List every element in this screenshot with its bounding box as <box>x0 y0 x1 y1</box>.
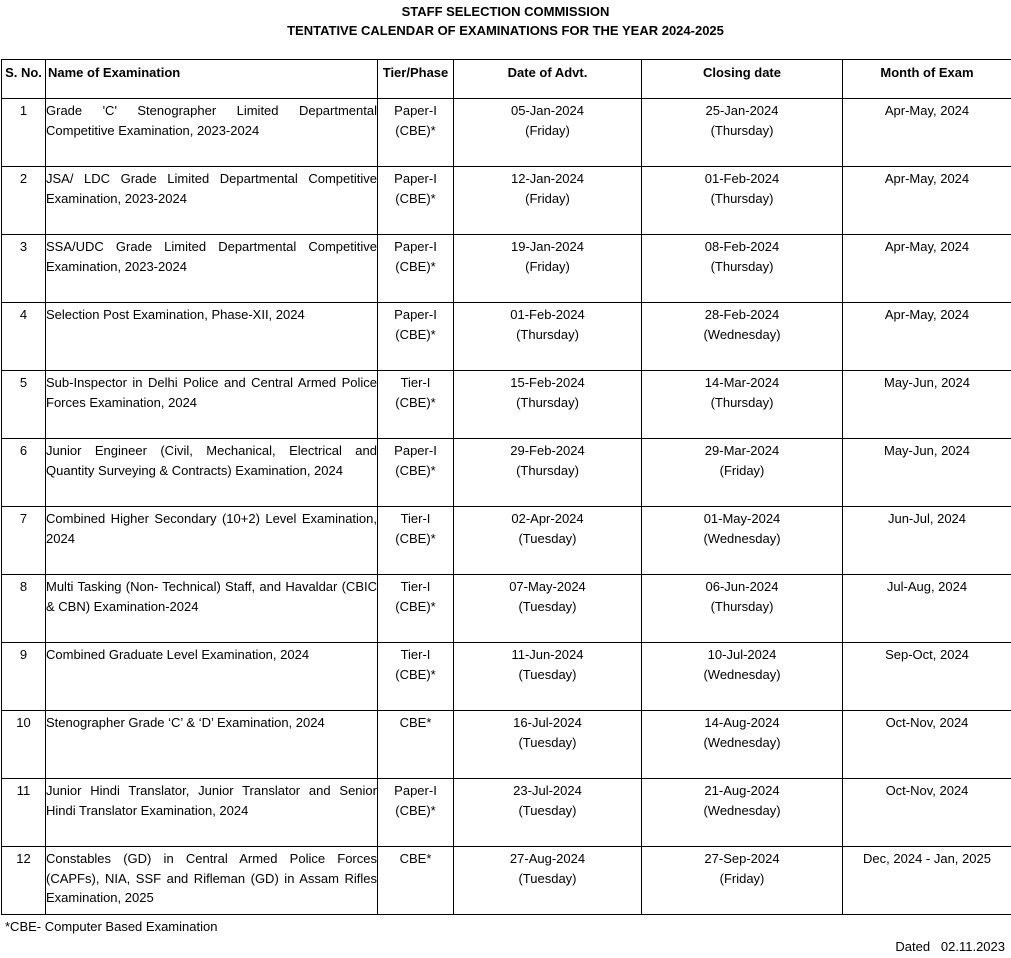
advt-day: (Tuesday) <box>518 666 577 682</box>
cell-advt-date <box>454 371 642 439</box>
table-row <box>2 439 1011 507</box>
exam-calendar-table <box>1 59 1011 915</box>
closing-day: (Wednesday) <box>703 802 781 818</box>
advt-day: (Thursday) <box>516 394 579 410</box>
tier-line-1: Tier-I <box>400 579 431 594</box>
cell-advt-date <box>454 439 642 507</box>
cell-sno: 8 <box>2 575 46 643</box>
tier-line-2: (CBE)* <box>395 394 436 410</box>
cell-closing-date <box>642 439 843 507</box>
advt-day: (Friday) <box>525 122 570 138</box>
cell-closing-date <box>642 235 843 303</box>
advt-date: 23-Jul-2024 <box>513 783 582 798</box>
closing-date: 28-Feb-2024 <box>704 307 780 322</box>
table-row <box>2 847 1011 915</box>
advt-date: 27-Aug-2024 <box>509 851 586 866</box>
cell-exam-name: Constables (GD) in Central Armed Police Forces (CAPFs), NIA, SSF and Rifleman (GD) in Assam Rifles Examination, 2025 <box>46 847 378 915</box>
cell-tier <box>378 711 454 779</box>
cell-closing-date <box>642 167 843 235</box>
closing-day: (Wednesday) <box>703 530 781 546</box>
cell-advt-date <box>454 847 642 915</box>
cell-exam-name: JSA/ LDC Grade Limited Departmental Competitive Examination, 2023-2024 <box>46 167 378 235</box>
advt-day: (Tuesday) <box>518 734 577 750</box>
tier-line-1: Paper-I <box>394 307 437 322</box>
cell-tier <box>378 167 454 235</box>
table-row <box>2 99 1011 167</box>
tier-line-1: Paper-I <box>394 783 437 798</box>
column-header-month: Month of Exam <box>843 60 1011 99</box>
cell-closing-date <box>642 847 843 915</box>
cell-advt-date <box>454 643 642 711</box>
cell-tier <box>378 303 454 371</box>
table-header-row <box>2 60 1011 99</box>
cell-tier <box>378 779 454 847</box>
table-row <box>2 167 1011 235</box>
advt-day: (Tuesday) <box>518 598 577 614</box>
cell-exam-name: Sub-Inspector in Delhi Police and Central Armed Police Forces Examination, 2024 <box>46 371 378 439</box>
cell-closing-date <box>642 507 843 575</box>
column-header-tier: Tier/Phase <box>378 60 454 99</box>
cell-exam-month: Apr-May, 2024 <box>843 303 1011 371</box>
cell-sno: 10 <box>2 711 46 779</box>
tier-line-2: (CBE)* <box>395 326 436 342</box>
advt-date: 19-Jan-2024 <box>511 239 584 254</box>
cell-sno: 4 <box>2 303 46 371</box>
advt-date: 05-Jan-2024 <box>511 103 584 118</box>
cell-sno: 6 <box>2 439 46 507</box>
closing-date: 14-Mar-2024 <box>704 375 780 390</box>
closing-day: (Thursday) <box>710 258 774 274</box>
closing-date: 01-Feb-2024 <box>704 171 780 186</box>
cell-sno: 11 <box>2 779 46 847</box>
cell-tier <box>378 507 454 575</box>
cell-tier <box>378 235 454 303</box>
closing-date: 14-Aug-2024 <box>704 715 780 730</box>
cell-exam-month: Jun-Jul, 2024 <box>843 507 1011 575</box>
table-row <box>2 779 1011 847</box>
tier-line-1: CBE* <box>399 851 432 866</box>
column-header-name: Name of Examination <box>46 60 378 99</box>
column-header-sno: S. No. <box>2 60 46 99</box>
cell-sno: 9 <box>2 643 46 711</box>
closing-day: (Thursday) <box>710 394 774 410</box>
closing-date: 27-Sep-2024 <box>704 851 780 866</box>
cell-exam-month: Oct-Nov, 2024 <box>843 779 1011 847</box>
footnote: *CBE- Computer Based Examination <box>5 919 218 934</box>
advt-date: 11-Jun-2024 <box>511 647 584 662</box>
tier-line-2: (CBE)* <box>395 802 436 818</box>
tier-line-2: (CBE)* <box>395 462 436 478</box>
closing-date: 29-Mar-2024 <box>704 443 780 458</box>
advt-date: 01-Feb-2024 <box>510 307 585 322</box>
advt-day: (Tuesday) <box>518 530 577 546</box>
tier-line-1: Paper-I <box>394 239 437 254</box>
advt-day: (Tuesday) <box>518 870 577 886</box>
advt-day: (Friday) <box>525 258 570 274</box>
cell-sno: 7 <box>2 507 46 575</box>
closing-date: 10-Jul-2024 <box>707 647 777 662</box>
tier-line-2: (CBE)* <box>395 190 436 206</box>
tier-line-2: (CBE)* <box>395 666 436 682</box>
cell-exam-month: Jul-Aug, 2024 <box>843 575 1011 643</box>
cell-advt-date <box>454 711 642 779</box>
advt-date: 02-Apr-2024 <box>511 511 584 526</box>
tier-line-2: (CBE)* <box>395 258 436 274</box>
table-row <box>2 507 1011 575</box>
cell-tier <box>378 847 454 915</box>
cell-advt-date <box>454 99 642 167</box>
dated-label: Dated 02.11.2023 <box>895 939 1005 954</box>
cell-exam-name: SSA/UDC Grade Limited Departmental Competitive Examination, 2023-2024 <box>46 235 378 303</box>
closing-date: 06-Jun-2024 <box>705 579 779 594</box>
cell-exam-name: Multi Tasking (Non- Technical) Staff, and Havaldar (CBIC & CBN) Examination-2024 <box>46 575 378 643</box>
table-row <box>2 303 1011 371</box>
cell-exam-name: Combined Higher Secondary (10+2) Level Examination, 2024 <box>46 507 378 575</box>
advt-date: 16-Jul-2024 <box>513 715 582 730</box>
cell-exam-name: Junior Engineer (Civil, Mechanical, Electrical and Quantity Surveying & Contracts) Examination, 2024 <box>46 439 378 507</box>
advt-day: (Thursday) <box>516 462 579 478</box>
cell-exam-month: Oct-Nov, 2024 <box>843 711 1011 779</box>
table-body <box>2 99 1011 915</box>
column-header-advt: Date of Advt. <box>454 60 642 99</box>
column-header-closing: Closing date <box>642 60 843 99</box>
cell-tier <box>378 99 454 167</box>
document-subtitle: TENTATIVE CALENDAR OF EXAMINATIONS FOR THE YEAR 2024-2025 <box>287 23 724 38</box>
closing-day: (Wednesday) <box>703 666 781 682</box>
cell-exam-month: Apr-May, 2024 <box>843 235 1011 303</box>
cell-advt-date <box>454 779 642 847</box>
cell-advt-date <box>454 167 642 235</box>
cell-tier <box>378 439 454 507</box>
tier-line-1: Tier-I <box>400 647 431 662</box>
cell-tier <box>378 371 454 439</box>
cell-exam-month: Apr-May, 2024 <box>843 167 1011 235</box>
tier-line-1: Tier-I <box>400 511 431 526</box>
cell-exam-name: Selection Post Examination, Phase-XII, 2024 <box>46 303 378 371</box>
cell-exam-name: Junior Hindi Translator, Junior Translator and Senior Hindi Translator Examination, 2024 <box>46 779 378 847</box>
cell-exam-month: Dec, 2024 - Jan, 2025 <box>843 847 1011 915</box>
cell-exam-month: Sep-Oct, 2024 <box>843 643 1011 711</box>
closing-day: (Thursday) <box>710 122 774 138</box>
closing-date: 21-Aug-2024 <box>704 783 780 798</box>
table-row <box>2 711 1011 779</box>
tier-line-1: CBE* <box>399 715 432 730</box>
tier-line-1: Paper-I <box>394 171 437 186</box>
tier-line-2: (CBE)* <box>395 122 436 138</box>
advt-date: 29-Feb-2024 <box>510 443 585 458</box>
table-row <box>2 643 1011 711</box>
tier-line-1: Tier-I <box>400 375 431 390</box>
cell-exam-month: Apr-May, 2024 <box>843 99 1011 167</box>
tier-line-2: (CBE)* <box>395 530 436 546</box>
closing-day: (Wednesday) <box>703 326 781 342</box>
cell-sno: 2 <box>2 167 46 235</box>
cell-advt-date <box>454 303 642 371</box>
cell-closing-date <box>642 99 843 167</box>
tier-line-1: Paper-I <box>394 443 437 458</box>
cell-exam-month: May-Jun, 2024 <box>843 439 1011 507</box>
document-title: STAFF SELECTION COMMISSION <box>401 4 610 19</box>
table-row <box>2 371 1011 439</box>
closing-day: (Friday) <box>719 870 765 886</box>
table-row <box>2 575 1011 643</box>
cell-advt-date <box>454 507 642 575</box>
closing-day: (Wednesday) <box>703 734 781 750</box>
tier-line-1: Paper-I <box>394 103 437 118</box>
cell-exam-month: May-Jun, 2024 <box>843 371 1011 439</box>
cell-sno: 1 <box>2 99 46 167</box>
cell-closing-date <box>642 643 843 711</box>
cell-closing-date <box>642 303 843 371</box>
closing-date: 01-May-2024 <box>703 511 781 526</box>
cell-sno: 12 <box>2 847 46 915</box>
table-row <box>2 235 1011 303</box>
cell-sno: 5 <box>2 371 46 439</box>
cell-closing-date <box>642 779 843 847</box>
cell-closing-date <box>642 371 843 439</box>
cell-closing-date <box>642 575 843 643</box>
cell-exam-name: Combined Graduate Level Examination, 2024 <box>46 643 378 711</box>
advt-date: 12-Jan-2024 <box>511 171 584 186</box>
cell-exam-name: Stenographer Grade ‘C’ & ‘D’ Examination, 2024 <box>46 711 378 779</box>
cell-closing-date <box>642 711 843 779</box>
cell-advt-date <box>454 235 642 303</box>
cell-advt-date <box>454 575 642 643</box>
advt-date: 15-Feb-2024 <box>510 375 585 390</box>
closing-day: (Friday) <box>719 462 765 478</box>
closing-day: (Thursday) <box>710 190 774 206</box>
cell-sno: 3 <box>2 235 46 303</box>
tier-line-2: (CBE)* <box>395 598 436 614</box>
advt-day: (Tuesday) <box>518 802 577 818</box>
advt-day: (Friday) <box>525 190 570 206</box>
closing-day: (Thursday) <box>710 598 774 614</box>
cell-tier <box>378 643 454 711</box>
cell-tier <box>378 575 454 643</box>
advt-date: 07-May-2024 <box>509 579 586 594</box>
closing-date: 08-Feb-2024 <box>704 239 780 254</box>
cell-exam-name: Grade 'C' Stenographer Limited Departmental Competitive Examination, 2023-2024 <box>46 99 378 167</box>
closing-date: 25-Jan-2024 <box>705 103 779 118</box>
advt-day: (Thursday) <box>516 326 579 342</box>
